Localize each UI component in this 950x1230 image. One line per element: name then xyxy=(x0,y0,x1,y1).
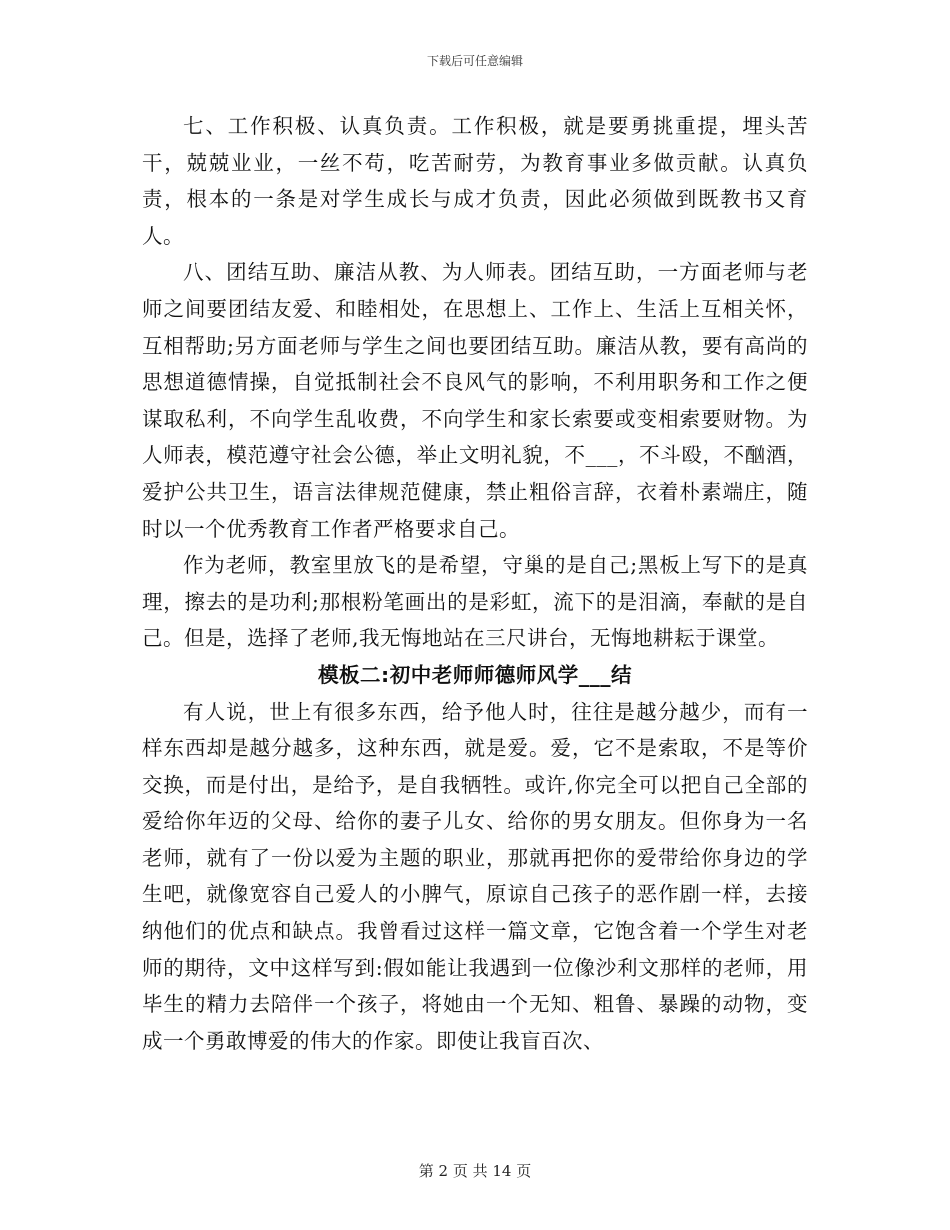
paragraph-teacher-reflection: 作为老师，教室里放飞的是希望，守巢的是自己;黑板上写下的是真理，擦去的是功利;那根粉笔画出的是彩虹，流下的是泪滴，奉献的是自己。但是，选择了老师,我无悔地站在三尺讲台，无悔地耕耘于课堂。 xyxy=(142,553,808,651)
document-body xyxy=(142,108,808,1059)
paragraph-item-8: 八、团结互助、廉洁从教、为人师表。团结互助，一方面老师与老师之间要团结友爱、和睦相处，在思想上、工作上、生活上互相关怀，互相帮助;另方面老师与学生之间也要团结互助。廉洁从教，要有高尚的思想道德情操，自觉抵制社会不良风气的影响，不利用职务和工作之便谋取私利，不向学生乱收费，不向学生和家长索要或变相索要财物。为人师表，模范遵守社会公德，举止文明礼貌，不___，不斗殴，不酗酒，爱护公共卫生，语言法律规范健康，禁止粗俗言辞，衣着朴素端庄，随时以一个优秀教育工作者严格要求自己。 xyxy=(142,260,808,541)
page-number: 第 2 页 共 14 页 xyxy=(418,1162,532,1180)
paragraph-love-essay: 有人说，世上有很多东西，给予他人时，往往是越分越少，而有一样东西却是越分越多，这种东西，就是爱。爱，它不是索取，不是等价交换，而是付出，是给予，是自我牺牲。或许,你完全可以把自己全部的爱给你年迈的父母、给你的妻子儿女、给你的男女朋友。但你身为一名老师，就有了一份以爱为主题的职业，那就再把你的爱带给你身边的学生吧，就像宽容自己爱人的小脾气，原谅自己孩子的恶作剧一样，去接纳他们的优点和缺点。我曾看过这样一篇文章，它饱含着一个学生对老师的期待，文中这样写到:假如能让我遇到一位像沙利文那样的老师，用毕生的精力去陪伴一个孩子，将她由一个无知、粗鲁、暴躁的动物，变成一个勇敢博爱的伟大的作家。即使让我盲百次、 xyxy=(142,699,808,1053)
paragraph-item-7: 七、工作积极、认真负责。工作积极，就是要勇挑重提，埋头苦干，兢兢业业，一丝不苟，吃苦耐劳，为教育事业多做贡献。认真负责，根本的一条是对学生成长与成才负责，因此必须做到既教书又育人。 xyxy=(142,114,808,248)
section-title: 模板二:初中老师师德师风学___结 xyxy=(318,662,632,687)
page-header-note: 下载后可任意编辑 xyxy=(426,54,523,68)
